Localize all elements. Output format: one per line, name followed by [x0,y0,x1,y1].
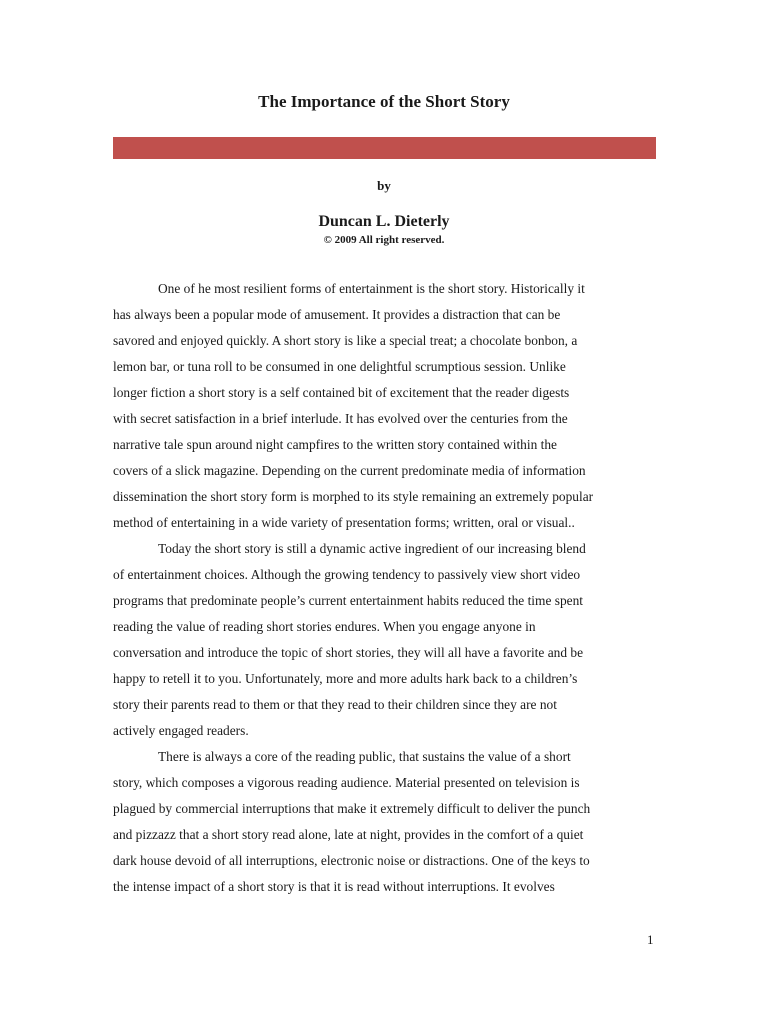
paragraph-1-line-9: dissemination the short story form is morphed to its style remaining an extremely popular [113,489,594,504]
paragraph-1-line-1: One of he most resilient forms of entertainment is the short story. Historically it [158,281,585,296]
paragraph-1-line-2: has always been a popular mode of amusement. It provides a distraction that can be [113,307,561,322]
paragraph-1-line-7: narrative tale spun around night campfires to the written story contained within the [113,437,557,452]
paragraph-2-line-6: happy to retell it to you. Unfortunately, more and more adults hark back to a children’s [113,671,578,686]
paragraph-1-line-5: longer fiction a short story is a self contained bit of excitement that the reader digests [113,385,570,400]
paragraph-2-line-5: conversation and introduce the topic of short stories, they will all have a favorite and be [113,645,584,660]
author-name: Duncan L. Dieterly [318,213,450,230]
copyright-notice: © 2009 All right reserved. [323,234,445,246]
paragraph-1-line-8: covers of a slick magazine. Depending on the current predominate media of information [113,463,586,478]
byline: by [377,178,391,193]
paragraph-2-line-3: programs that predominate people’s current entertainment habits reduced the time spent [113,593,583,608]
paragraph-3-line-5: dark house devoid of all interruptions, electronic noise or distractions. One of the keys to [113,853,590,868]
paragraph-2-line-2: of entertainment choices. Although the growing tendency to passively view short video [113,567,581,582]
paragraph-2-line-4: reading the value of reading short stories endures. When you engage anyone in [113,619,536,634]
page-number: 1 [647,932,654,947]
paragraph-3-line-6: the intense impact of a short story is that it is read without interruptions. It evolves [113,879,555,894]
document-title: The Importance of the Short Story [258,92,510,111]
paragraph-3-line-1: There is always a core of the reading public, that sustains the value of a short [158,749,571,764]
paragraph-3-line-3: plagued by commercial interruptions that make it extremely difficult to deliver the punch [113,801,591,816]
paragraph-1-line-4: lemon bar, or tuna roll to be consumed in one delightful scrumptious session. Unlike [113,359,566,374]
paragraph-2-line-1: Today the short story is still a dynamic active ingredient of our increasing blend [158,541,586,556]
paragraph-3-line-4: and pizzazz that a short story read alone, late at night, provides in the comfort of a quiet [113,827,584,842]
body-text [113,276,658,900]
paragraph-2-line-8: actively engaged readers. [113,723,249,738]
paragraph-3-line-2: story, which composes a vigorous reading audience. Material presented on television is [113,775,580,790]
title-divider-bar [113,137,656,159]
paragraph-1-line-10: method of entertaining in a wide variety of presentation forms; written, oral or visual.. [113,515,575,530]
paragraph-2-line-7: story their parents read to them or that they read to their children since they are not [113,697,557,712]
paragraph-1-line-6: with secret satisfaction in a brief interlude. It has evolved over the centuries from the [113,411,568,426]
paragraph-1-line-3: savored and enjoyed quickly. A short story is like a special treat; a chocolate bonbon, a [113,333,578,348]
